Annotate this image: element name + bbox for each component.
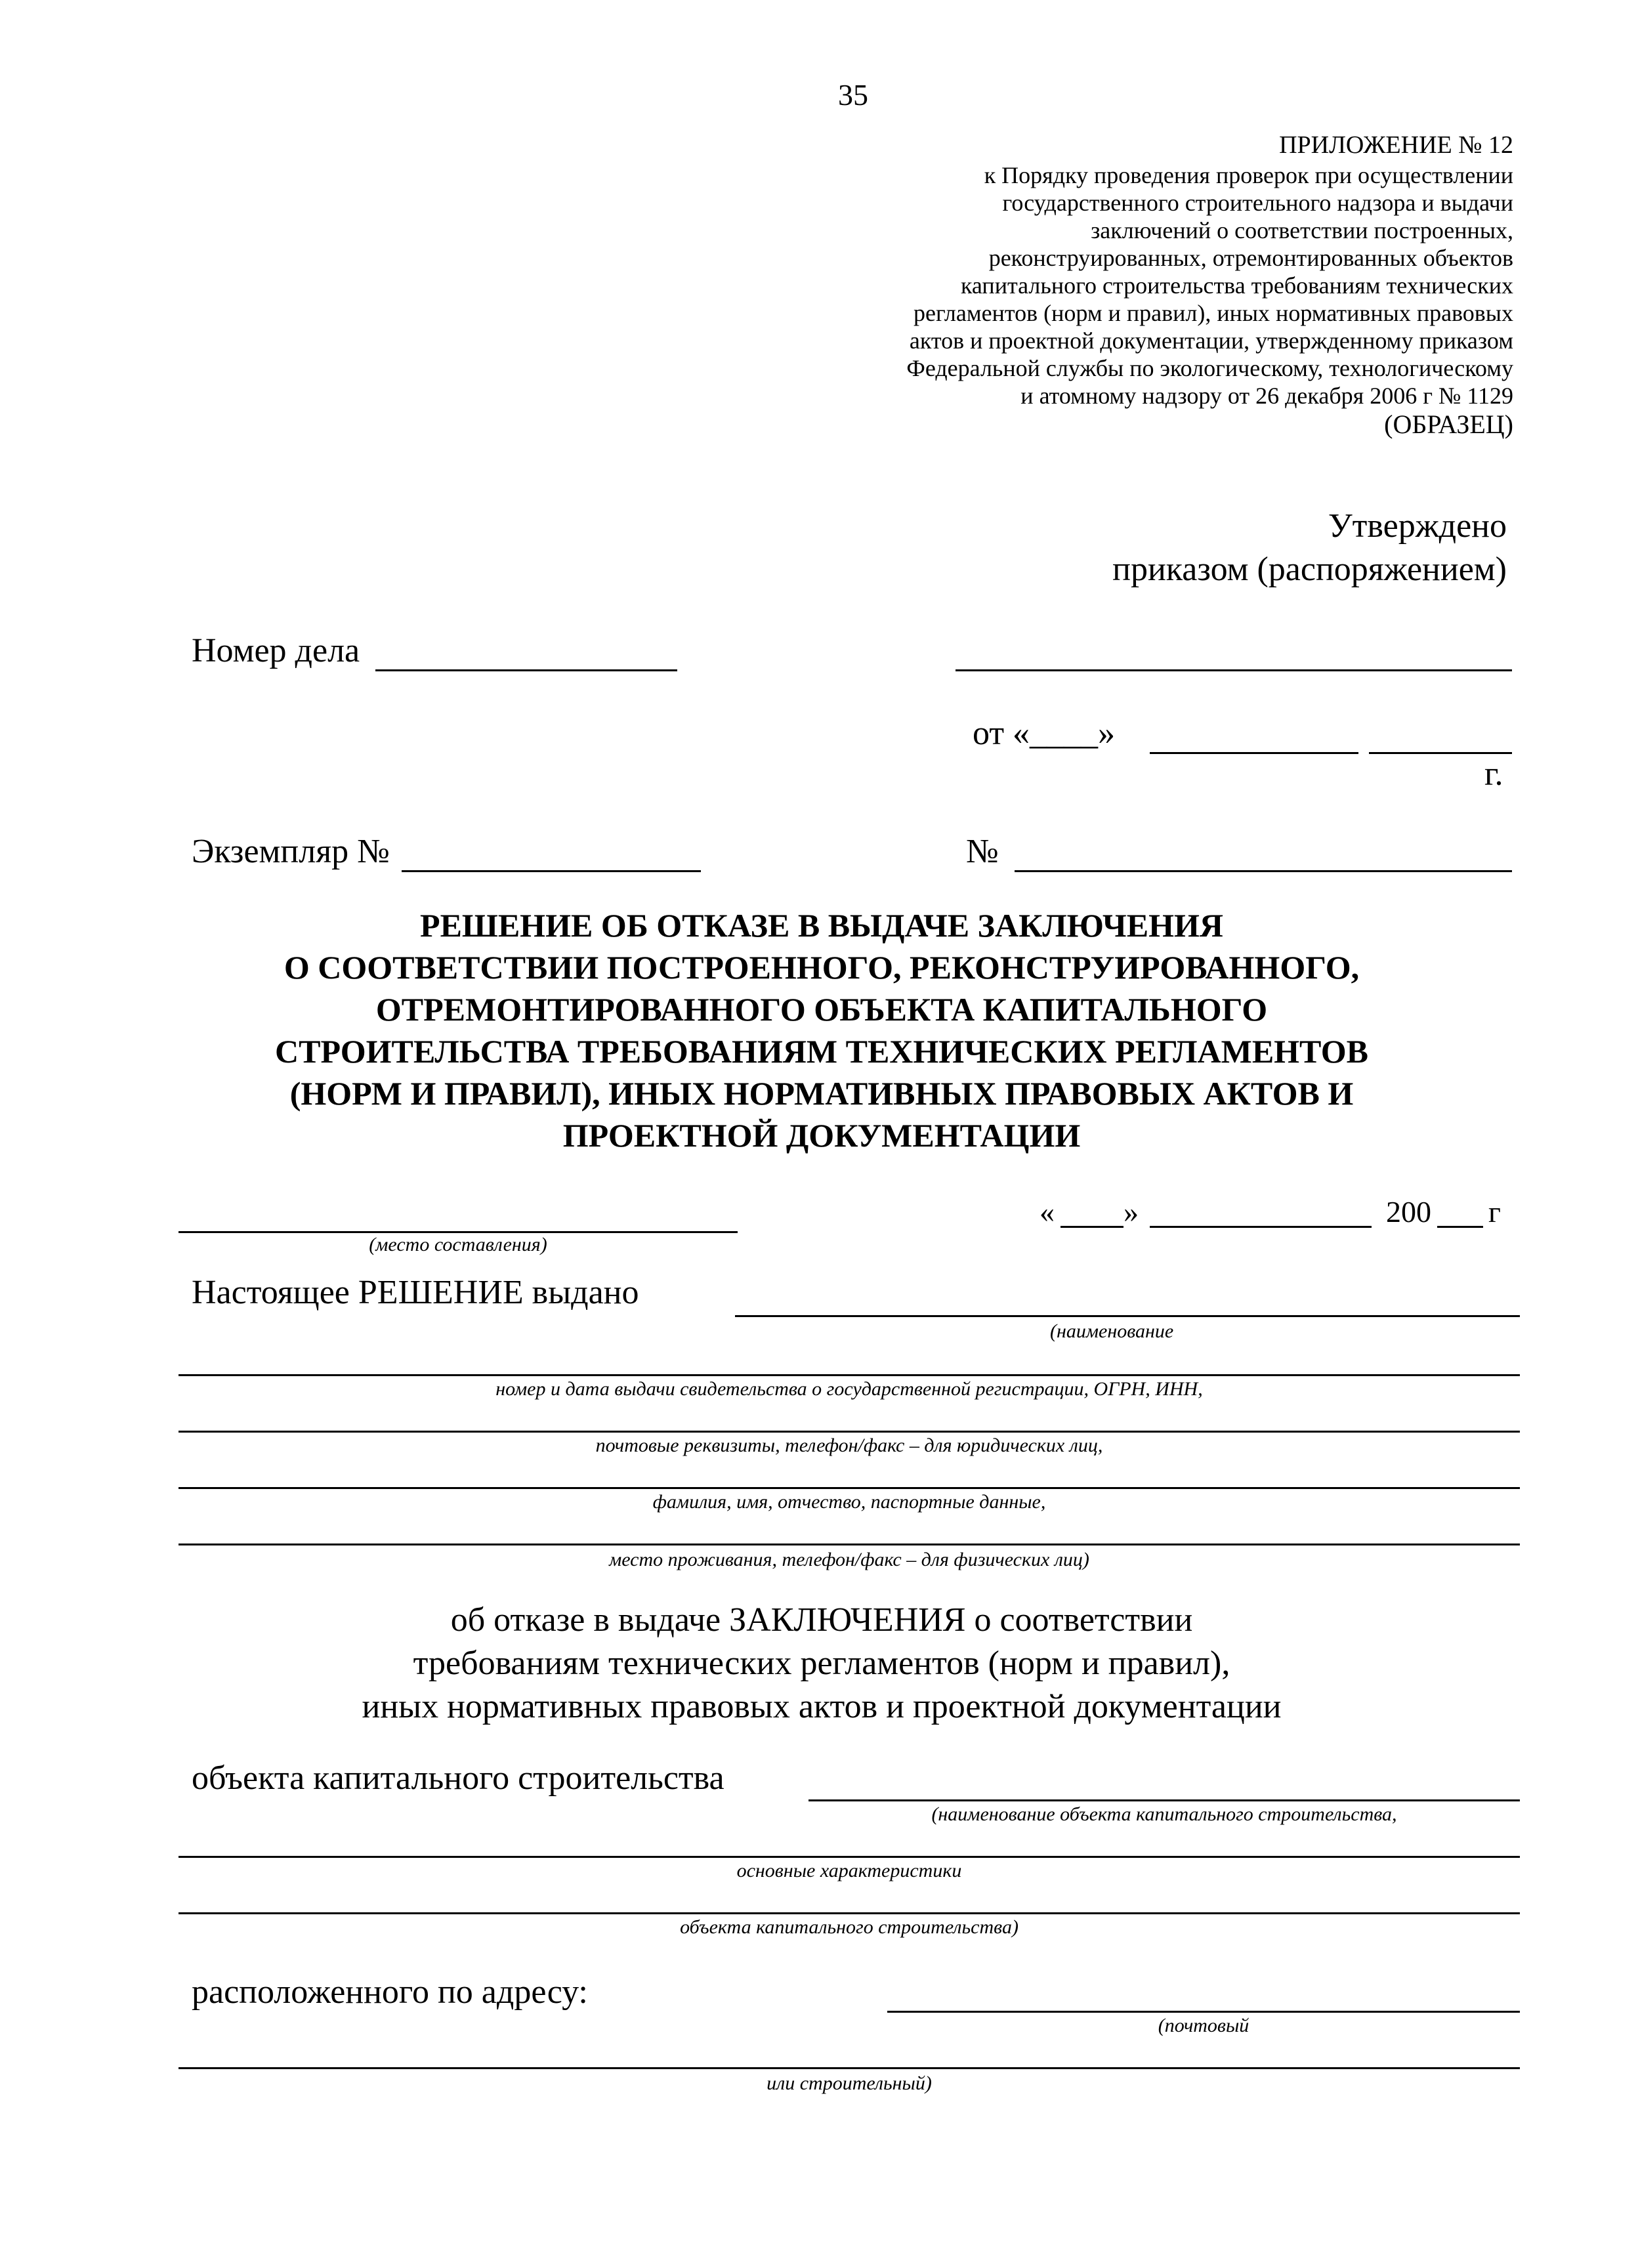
approval-date-prefix: от «____» [973, 715, 1116, 752]
appendix-line: к Порядку проведения проверок при осуществлении [984, 162, 1513, 188]
approval-line-1: Утверждено [1328, 507, 1507, 545]
issued-field-3[interactable] [178, 1431, 1520, 1433]
issued-label: Настоящее РЕШЕНИЕ выдано [192, 1274, 639, 1311]
date-year-prefix: 200 [1386, 1195, 1431, 1228]
appendix-line: государственного строительного надзора и выдачи [1002, 190, 1513, 216]
appendix-line: реконструированных, отремонтированных объектов [988, 245, 1513, 271]
issued-name-field[interactable] [735, 1315, 1520, 1317]
date-open-quote: « [1040, 1195, 1055, 1228]
address-field-2[interactable] [178, 2067, 1520, 2069]
issued-field-5[interactable] [178, 1544, 1520, 1545]
title-line: СТРОИТЕЛЬСТВА ТРЕБОВАНИЯМ ТЕХНИЧЕСКИХ РЕГЛАМЕНТОВ [275, 1033, 1368, 1070]
title-line: (НОРМ И ПРАВИЛ), ИНЫХ НОРМАТИВНЫХ ПРАВОВЫХ АКТОВ И [289, 1075, 1354, 1112]
appendix-line: регламентов (норм и правил), иных нормативных правовых [913, 300, 1513, 326]
page-number: 35 [838, 78, 868, 112]
copy-number-label: Экземпляр № [192, 833, 390, 870]
appendix-title: ПРИЛОЖЕНИЕ № 12 [1279, 131, 1513, 159]
title-line: ПРОЕКТНОЙ ДОКУМЕНТАЦИИ [562, 1117, 1081, 1154]
place-field[interactable] [178, 1231, 738, 1233]
title-line: РЕШЕНИЕ ОБ ОТКАЗЕ В ВЫДАЧЕ ЗАКЛЮЧЕНИЯ [420, 907, 1223, 944]
issued-field-2[interactable] [178, 1374, 1520, 1376]
address-field[interactable] [887, 2011, 1520, 2013]
title-line: ОТРЕМОНТИРОВАННОГО ОБЪЕКТА КАПИТАЛЬНОГО [375, 991, 1268, 1028]
issued-caption-1: (наименование [1050, 1320, 1174, 1342]
case-number-label: Номер дела [192, 632, 360, 669]
issued-caption-4: фамилия, имя, отчество, паспортные данные, [652, 1491, 1046, 1513]
date-month-field[interactable] [1150, 1226, 1372, 1228]
appendix-line: актов и проектной документации, утвержденному приказом [909, 327, 1513, 354]
approval-year-suffix: г. [1484, 755, 1503, 793]
date-close-quote: » [1124, 1195, 1139, 1228]
object-field-2[interactable] [178, 1856, 1520, 1858]
appendix-line: и атомному надзору от 26 декабря 2006 г № 1129 [1020, 383, 1513, 409]
address-caption-2: или строительный) [766, 2072, 932, 2094]
appendix-block [906, 131, 1513, 438]
issued-caption-2: номер и дата выдачи свидетельства о государственной регистрации, ОГРН, ИНН, [495, 1378, 1203, 1400]
refusal-line: иных нормативных правовых актов и проектной документации [362, 1688, 1282, 1725]
issued-caption-5: место проживания, телефон/факс – для физических лиц) [609, 1549, 1089, 1570]
object-label: объекта капитального строительства [192, 1759, 724, 1797]
sample-mark: (ОБРАЗЕЦ) [1384, 410, 1513, 439]
copy-number-field[interactable] [402, 870, 701, 872]
object-caption-3: объекта капитального строительства) [680, 1916, 1018, 1938]
case-number-field[interactable] [375, 669, 677, 671]
date-year-suffix: г [1488, 1195, 1501, 1228]
order-number-label: № [966, 833, 999, 870]
date-year-field[interactable] [1437, 1226, 1483, 1228]
object-name-field[interactable] [808, 1799, 1520, 1801]
date-day-field[interactable] [1060, 1226, 1124, 1228]
title-line: О СООТВЕТСТВИИ ПОСТРОЕННОГО, РЕКОНСТРУИРОВАННОГО, [284, 949, 1360, 986]
address-label: расположенного по адресу: [192, 1973, 588, 2011]
refusal-statement [197, 1599, 1446, 1729]
appendix-line: заключений о соответствии построенных, [1091, 217, 1513, 243]
appendix-line: капитального строительства требованиям технических [960, 272, 1513, 299]
order-number-field[interactable] [1015, 870, 1512, 872]
place-caption: (место составления) [369, 1234, 547, 1255]
object-caption-1: (наименование объекта капитального строительства, [931, 1803, 1397, 1825]
object-caption-2: основные характеристики [736, 1860, 962, 1881]
appendix-line: Федеральной службы по экологическому, технологическому [906, 355, 1513, 381]
refusal-line: требованиям технических регламентов (норм и правил), [413, 1645, 1230, 1682]
approval-line-2: приказом (распоряжением) [1112, 551, 1507, 588]
approval-order-field[interactable] [956, 669, 1512, 671]
approval-date-month-field[interactable] [1150, 752, 1358, 754]
issued-field-4[interactable] [178, 1487, 1520, 1489]
issued-caption-3: почтовые реквизиты, телефон/факс – для юридических лиц, [595, 1435, 1103, 1456]
address-caption-1: (почтовый [1158, 2015, 1250, 2036]
approval-date-year-field[interactable] [1369, 752, 1512, 754]
refusal-line: об отказе в выдаче ЗАКЛЮЧЕНИЯ о соответствии [450, 1601, 1193, 1639]
object-field-3[interactable] [178, 1912, 1520, 1914]
document-title [197, 904, 1446, 1156]
